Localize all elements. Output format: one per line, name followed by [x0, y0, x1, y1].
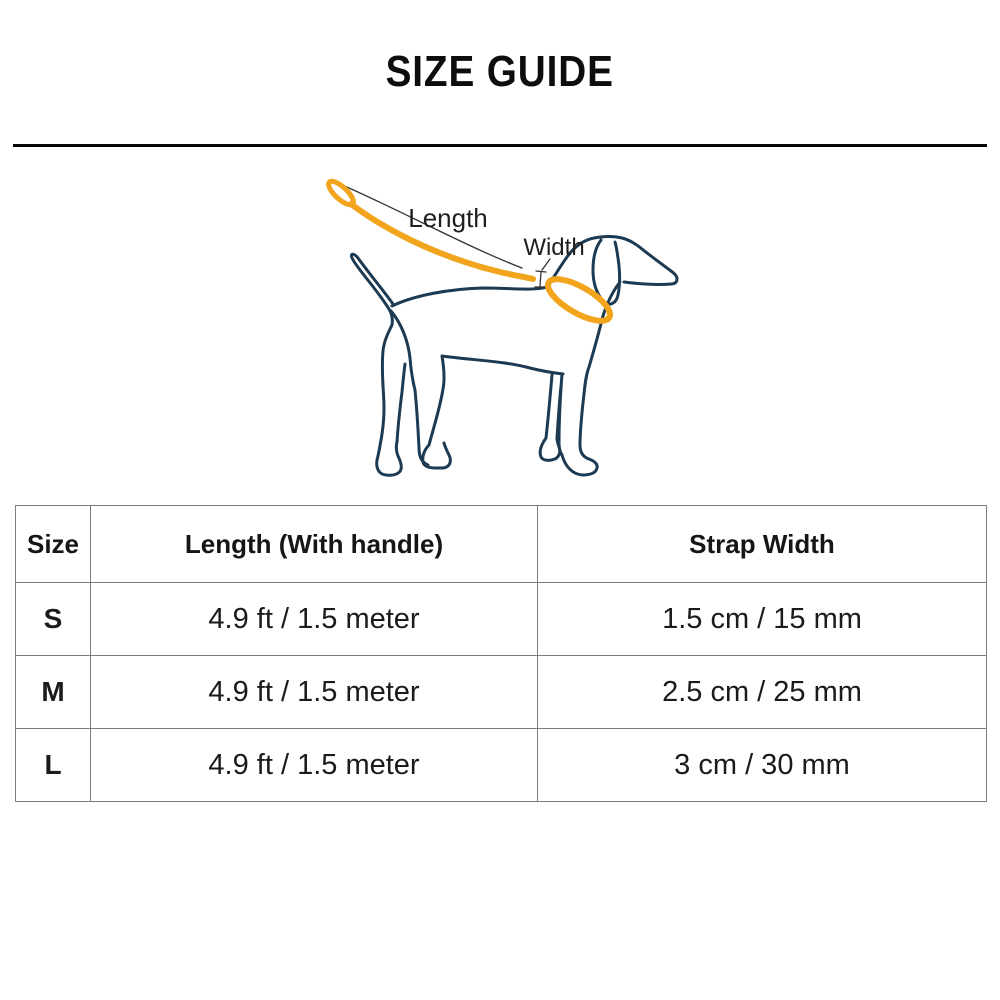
dog-far-frontleg [540, 375, 560, 460]
width-marker-icon [535, 271, 546, 287]
dog-hindleg-paw [423, 356, 451, 468]
header-size: Size [16, 506, 91, 583]
row-s-length: 4.9 ft / 1.5 meter [91, 583, 538, 656]
row-m-strap: 2.5 cm / 25 mm [538, 656, 987, 729]
header-length: Length (With handle) [91, 506, 538, 583]
width-label: Width [523, 234, 585, 261]
collar-loop [542, 271, 616, 329]
dog-leash-illustration [300, 160, 700, 490]
table-row [16, 729, 987, 802]
row-l-size: L [16, 729, 91, 802]
length-label: Length [408, 203, 488, 233]
row-m-length: 4.9 ft / 1.5 meter [91, 656, 538, 729]
table-row [16, 583, 987, 656]
row-s-size: S [16, 583, 91, 656]
row-l-length: 4.9 ft / 1.5 meter [91, 729, 538, 802]
page-title: SIZE GUIDE [385, 47, 615, 96]
size-guide-table [15, 505, 987, 802]
table-header-row [16, 506, 987, 583]
dog-tail-hindleg [351, 254, 405, 475]
measurement-annotations [340, 184, 550, 287]
row-m-size: M [16, 656, 91, 729]
header-strap-width: Strap Width [538, 506, 987, 583]
title-divider [13, 144, 987, 147]
dog-belly [442, 356, 563, 374]
table-row [16, 656, 987, 729]
row-s-strap: 1.5 cm / 15 mm [538, 583, 987, 656]
row-l-strap: 3 cm / 30 mm [538, 729, 987, 802]
